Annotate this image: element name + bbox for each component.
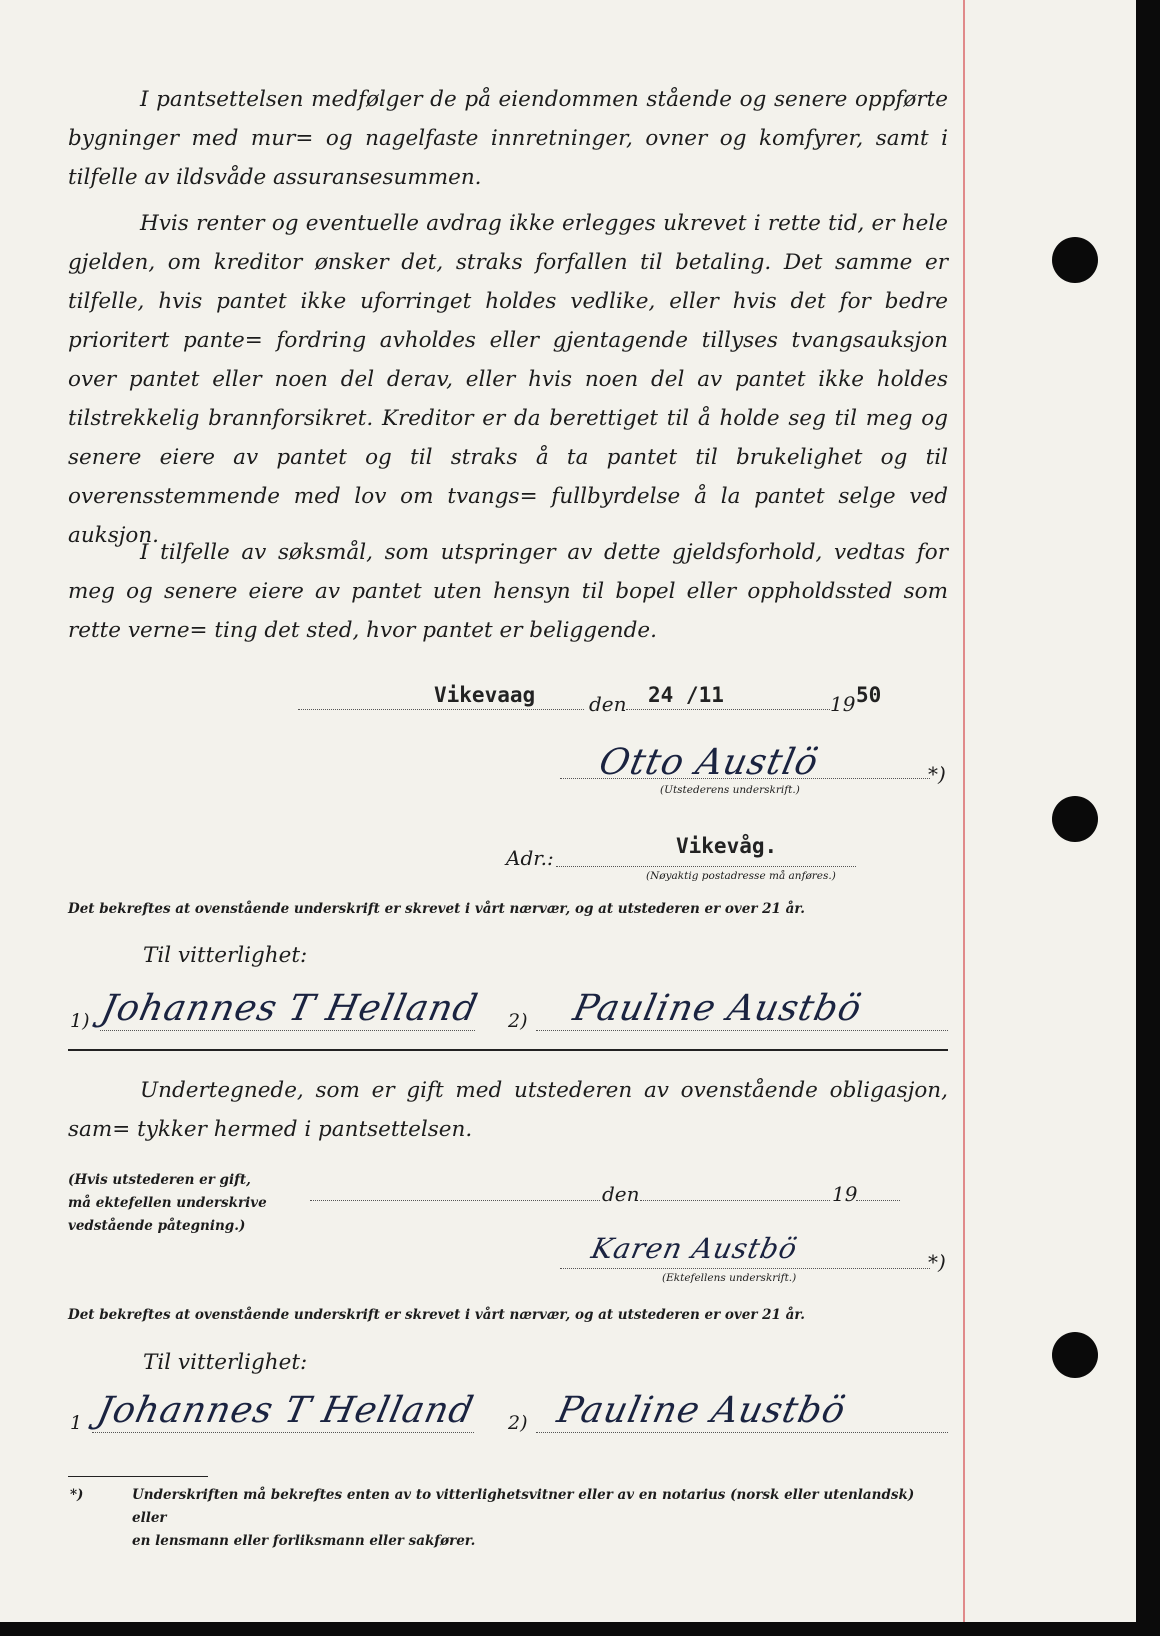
margin-line	[963, 0, 965, 1622]
address-label: Adr.:	[506, 846, 554, 870]
spouse-date-line	[640, 1200, 830, 1201]
spouse-asterisk: *)	[928, 1250, 946, 1274]
place-dotted-line	[298, 709, 584, 710]
issuer-signature-caption: (Utstederens underskrift.)	[660, 784, 800, 796]
issuer-asterisk: *)	[928, 762, 946, 786]
year-prefix: 19	[830, 692, 856, 716]
witness-heading-2: Til vitterlighet:	[143, 1350, 308, 1375]
address-caption: (Nøyaktig postadresse må anføres.)	[646, 870, 836, 882]
spouse-place-line	[310, 1200, 600, 1201]
footnote-rule	[68, 1476, 208, 1477]
spouse-signature: Karen Austbö	[588, 1232, 801, 1265]
section-divider	[68, 1049, 948, 1051]
punch-hole-top	[1052, 237, 1098, 283]
witness-1-signature-2: Pauline Austbö	[569, 988, 866, 1029]
spouse-year-line	[856, 1200, 900, 1201]
spouse-note-line-3: vedstående påtegning.)	[68, 1218, 246, 1234]
footnote-line-1: Underskriften må bekreftes enten av to vitterlighetsvitner eller av en notarius (norsk eller utenlandsk) eller	[132, 1487, 915, 1526]
spouse-signature-line	[560, 1268, 930, 1269]
footnote-line-2: en lensmann eller forliksmann eller sakfører.	[132, 1533, 476, 1549]
witness-1-number-1: 1)	[70, 1010, 90, 1032]
spouse-note	[68, 1169, 267, 1238]
punch-hole-bottom	[1052, 1332, 1098, 1378]
witness-2-signature-1: Johannes T Helland	[93, 1390, 478, 1431]
address-value: Vikevåg.	[676, 834, 778, 858]
year-suffix: 50	[856, 683, 882, 707]
issuer-signature: Otto Austlö	[595, 742, 823, 783]
spouse-note-line-1: (Hvis utstederen er gift,	[68, 1172, 251, 1188]
witness-heading-1: Til vitterlighet:	[143, 943, 308, 968]
spouse-year-prefix: 19	[832, 1182, 858, 1206]
punch-hole-middle	[1052, 796, 1098, 842]
den-label: den	[589, 692, 627, 716]
paragraph-default-terms: Hvis renter og eventuelle avdrag ikke erlegges ukrevet i rette tid, er hele gjelden, om kreditor ønsker det, straks forfallen til betaling. Det samme er tilfelle, hvis pantet ikke uforringet holdes vedlike, eller hvis det for bedre prioritert pante= fordring avholdes eller gjentagende tillyses tvangsauksjon over pantet eller noen del derav, eller hvis noen del av pantet ikke holdes tilstrekkelig brannforsikret. Kreditor er da berettiget til å holde seg til meg og senere eiere av pantet og til straks å ta pantet til brukelighet og til overensstemmende med lov om tvangs= fullbyrdelse å la pantet selge ved auksjon.	[68, 211, 948, 548]
witness-1-number-2: 2)	[508, 1010, 528, 1032]
footnote-text	[132, 1484, 952, 1553]
witness-2-number-2: 2)	[508, 1412, 528, 1434]
date-value: 24 /11	[648, 683, 724, 707]
witness-2-signature-2: Pauline Austbö	[553, 1390, 850, 1431]
date-dotted-line	[626, 709, 830, 710]
confirmation-text-1: Det bekreftes at ovenstående underskrift er skrevet i vårt nærvær, og at utstederen er over 21 år.	[68, 901, 805, 917]
witness-1-line-1	[100, 1030, 475, 1031]
witness-2-line-2	[536, 1432, 948, 1433]
spouse-den-label: den	[602, 1182, 640, 1206]
spouse-paragraph: Undertegnede, som er gift med utstederen av ovenstående obligasjon, sam= tykker hermed i pantsettelsen.	[68, 1078, 948, 1142]
witness-1-signature-1: Johannes T Helland	[97, 988, 482, 1029]
paragraph-pledge-includes: I pantsettelsen medfølger de på eiendommen stående og senere oppførte bygninger med mur= og nagelfaste innretninger, ovner og komfyrer, samt i tilfelle av ildsvåde assuransesummen.	[68, 87, 948, 190]
spouse-note-line-2: må ektefellen underskrive	[68, 1195, 267, 1211]
witness-2-line-1	[92, 1432, 474, 1433]
paragraph-venue: I tilfelle av søksmål, som utspringer av dette gjeldsforhold, vedtas for meg og senere eiere av pantet uten hensyn til bopel eller oppholdssted som rette verne= ting det sted, hvor pantet er beliggende.	[68, 540, 948, 643]
confirmation-text-2: Det bekreftes at ovenstående underskrift er skrevet i vårt nærvær, og at utstederen er over 21 år.	[68, 1307, 805, 1323]
witness-2-number-1: 1	[70, 1412, 83, 1434]
footnote-marker: *)	[70, 1487, 84, 1503]
spouse-signature-caption: (Ektefellens underskrift.)	[662, 1272, 797, 1284]
witness-1-line-2	[536, 1030, 948, 1031]
place-value: Vikevaag	[434, 683, 536, 707]
address-dotted-line	[556, 866, 856, 867]
